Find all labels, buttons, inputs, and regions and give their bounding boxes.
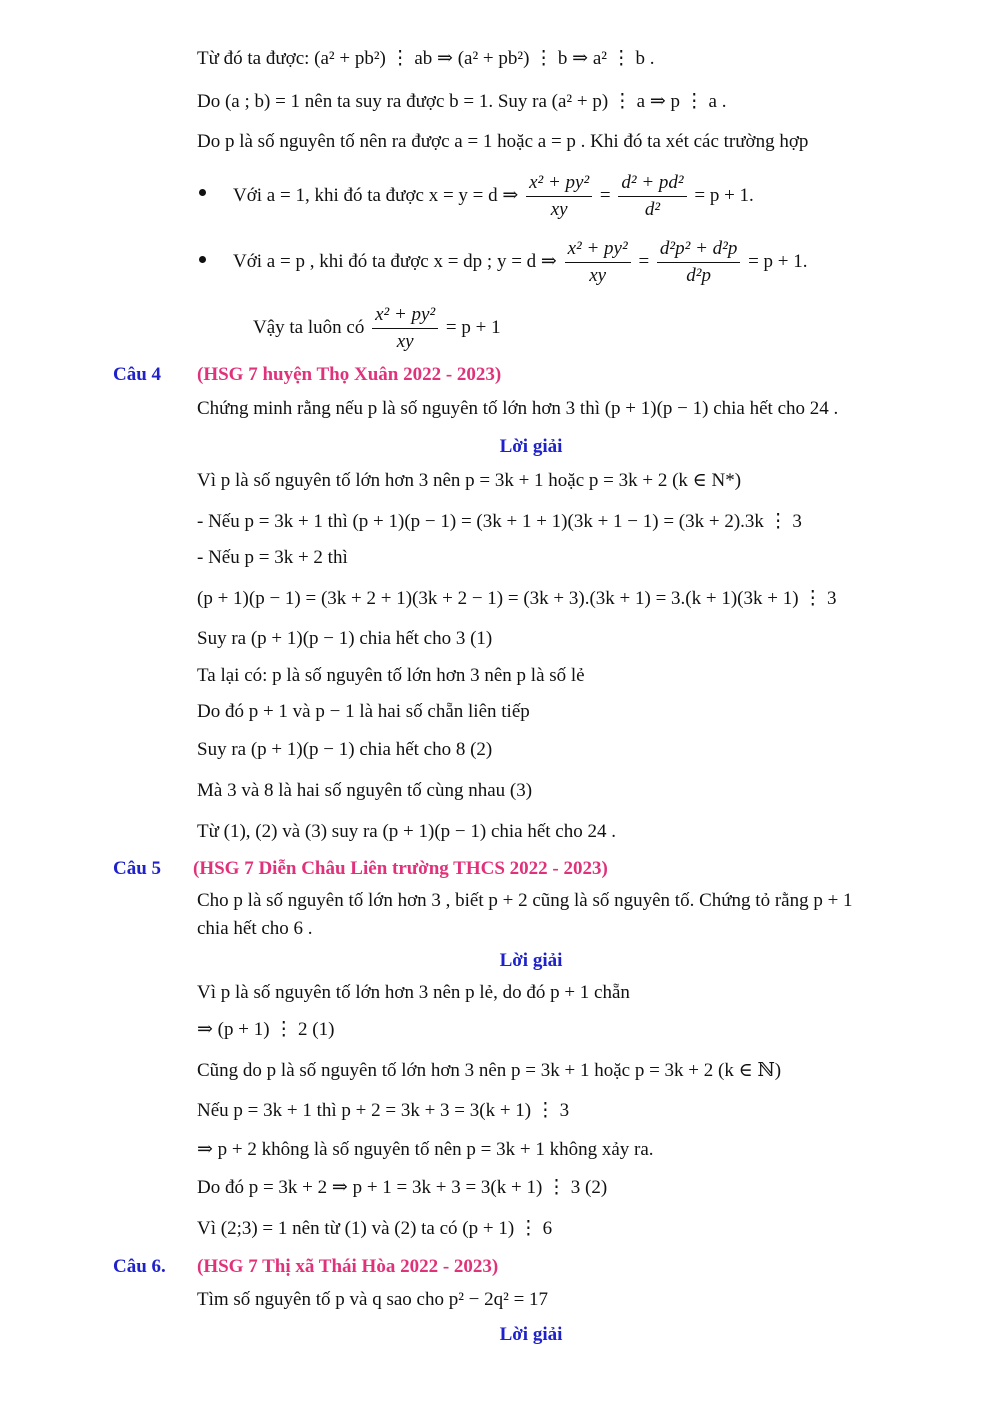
- question-statement: chia hết cho 6 .: [197, 918, 313, 939]
- fraction: [565, 238, 631, 287]
- text-line: - Nếu p = 3k + 1 thì (p + 1)(p − 1) = (3k + 1 + 1)(3k + 1 − 1) = (3k + 2).3k ⋮ 3: [197, 511, 802, 532]
- text-line: Do đó p + 1 và p − 1 là hai số chẵn liên tiếp: [197, 701, 530, 722]
- text-line: Vì p là số nguyên tố lớn hơn 3 nên p lẻ, do đó p + 1 chẵn: [197, 982, 630, 1003]
- text-span: = p + 1: [445, 317, 501, 338]
- text-span: = p + 1.: [748, 251, 808, 272]
- fraction: [657, 238, 740, 287]
- text-line: Ta lại có: p là số nguyên tố lớn hơn 3 nên p là số lẻ: [197, 665, 585, 686]
- text-line: Nếu p = 3k + 1 thì p + 2 = 3k + 3 = 3(k + 1) ⋮ 3: [197, 1100, 570, 1121]
- text-line: Suy ra (p + 1)(p − 1) chia hết cho 3 (1): [197, 628, 493, 649]
- question-source: (HSG 7 Thị xã Thái Hòa 2022 - 2023): [197, 1256, 499, 1277]
- conclusion-line: [253, 298, 501, 358]
- fraction-numerator: d²p² + d²p: [657, 238, 740, 263]
- text-line: Vì p là số nguyên tố lớn hơn 3 nên p = 3k + 1 hoặc p = 3k + 2 (k ∈ N*): [197, 470, 742, 491]
- fraction-denominator: xy: [589, 265, 607, 287]
- question-number: Câu 5: [113, 858, 162, 879]
- fraction-denominator: d²p: [686, 265, 711, 287]
- bullet-item: [233, 166, 754, 226]
- text-line: Từ (1), (2) và (3) suy ra (p + 1)(p − 1) chia hết cho 24 .: [197, 821, 616, 842]
- text-line: Suy ra (p + 1)(p − 1) chia hết cho 8 (2): [197, 739, 493, 760]
- question-number: Câu 4: [113, 364, 162, 385]
- solution-title: Lời giải: [499, 1324, 563, 1345]
- solution-title: Lời giải: [499, 950, 563, 971]
- question-number: Câu 6.: [113, 1256, 166, 1277]
- bullet-icon: [199, 189, 206, 196]
- question-statement: Chứng minh rằng nếu p là số nguyên tố lớn hơn 3 thì (p + 1)(p − 1) chia hết cho 24 .: [197, 398, 839, 419]
- fraction: [372, 304, 438, 353]
- equals-sign: =: [599, 185, 611, 206]
- text-line: (p + 1)(p − 1) = (3k + 2 + 1)(3k + 2 − 1) = (3k + 3).(3k + 1) = 3.(k + 1)(3k + 1) ⋮ 3: [197, 588, 837, 609]
- text-line: Từ đó ta được: (a² + pb²) ⋮ ab ⇒ (a² + pb²) ⋮ b ⇒ a² ⋮ b .: [197, 48, 655, 69]
- text-line: Do (a ; b) = 1 nên ta suy ra được b = 1. Suy ra (a² + p) ⋮ a ⇒ p ⋮ a .: [197, 91, 727, 112]
- text-line: Do đó p = 3k + 2 ⇒ p + 1 = 3k + 3 = 3(k + 1) ⋮ 3 (2): [197, 1177, 608, 1198]
- text-line: Do p là số nguyên tố nên ra được a = 1 hoặc a = p . Khi đó ta xét các trường hợp: [197, 131, 809, 152]
- fraction-numerator: x² + py²: [565, 238, 631, 263]
- question-statement: Cho p là số nguyên tố lớn hơn 3 , biết p + 2 cũng là số nguyên tố. Chứng tỏ rằng p + 1: [197, 890, 853, 911]
- fraction-numerator: d² + pd²: [618, 172, 686, 197]
- question-statement: Tìm số nguyên tố p và q sao cho p² − 2q² = 17: [197, 1289, 549, 1310]
- question-source: (HSG 7 huyện Thọ Xuân 2022 - 2023): [197, 364, 502, 385]
- text-line: Mà 3 và 8 là hai số nguyên tố cùng nhau (3): [197, 780, 533, 801]
- text-span: Vậy ta luôn có: [253, 317, 365, 338]
- text-span: Với a = 1, khi đó ta được x = y = d ⇒: [233, 185, 519, 206]
- fraction: [618, 172, 686, 221]
- bullet-icon: [199, 256, 206, 263]
- fraction-denominator: xy: [396, 331, 414, 353]
- fraction: [526, 172, 592, 221]
- fraction-numerator: x² + py²: [526, 172, 592, 197]
- text-line: Cũng do p là số nguyên tố lớn hơn 3 nên p = 3k + 1 hoặc p = 3k + 2 (k ∈ ℕ): [197, 1060, 782, 1081]
- text-line: Vì (2;3) = 1 nên từ (1) và (2) ta có (p + 1) ⋮ 6: [197, 1218, 553, 1239]
- solution-title: Lời giải: [499, 436, 563, 457]
- text-line: ⇒ (p + 1) ⋮ 2 (1): [197, 1019, 335, 1040]
- text-span: Với a = p , khi đó ta được x = dp ; y = d ⇒: [233, 251, 557, 272]
- text-line: - Nếu p = 3k + 2 thì: [197, 547, 348, 568]
- question-source: (HSG 7 Diễn Châu Liên trường THCS 2022 - 2023): [193, 858, 608, 879]
- bullet-item: [233, 232, 808, 292]
- equals-sign: =: [638, 251, 650, 272]
- fraction-denominator: d²: [644, 199, 661, 221]
- fraction-numerator: x² + py²: [372, 304, 438, 329]
- fraction-denominator: xy: [550, 199, 568, 221]
- text-span: = p + 1.: [694, 185, 754, 206]
- text-line: ⇒ p + 2 không là số nguyên tố nên p = 3k + 1 không xảy ra.: [197, 1139, 654, 1160]
